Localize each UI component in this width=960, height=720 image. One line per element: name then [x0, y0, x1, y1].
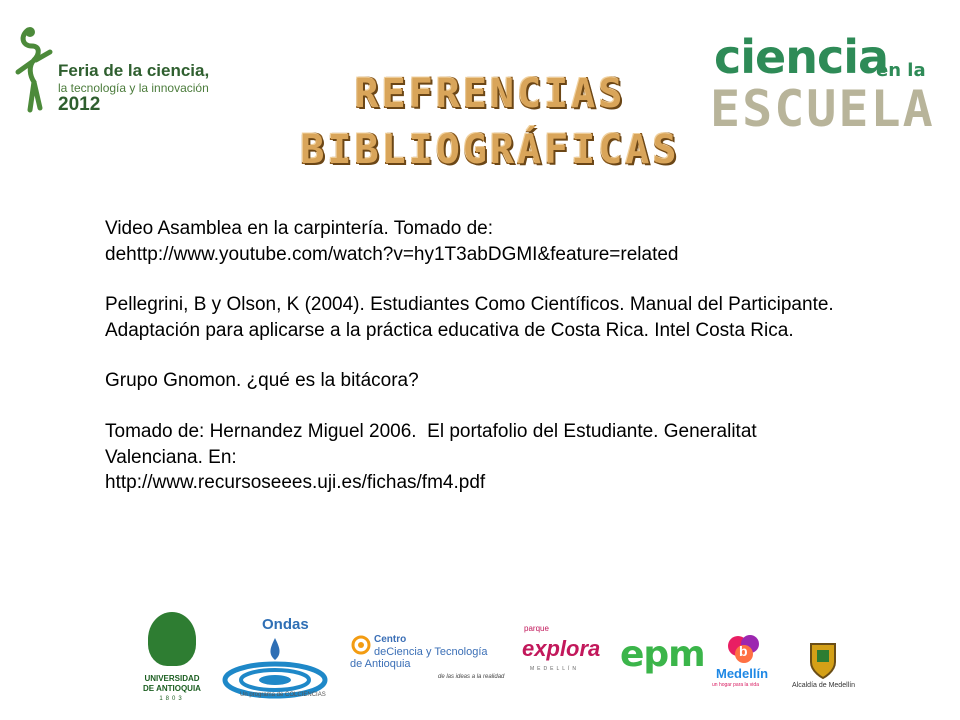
- svg-text:b: b: [739, 643, 748, 659]
- explora-parque: parque: [524, 624, 549, 633]
- fair-logo-line1: Feria de la ciencia,: [58, 61, 210, 80]
- fair-logo-line2: la tecnología y la innovación: [58, 81, 209, 95]
- explora-word: explora: [522, 636, 601, 661]
- udea-name: UNIVERSIDAD DE ANTIOQUIA: [143, 674, 201, 693]
- udea-year: 1803: [159, 696, 185, 702]
- explora-city: MEDELLÍN: [530, 666, 580, 672]
- cct-line3: de Antioquia: [350, 658, 411, 670]
- reference-item: Video Asamblea en la carpintería. Tomado de: dehttp://www.youtube.com/watch?v=hy1T3abDGMI&feature=related: [105, 218, 679, 265]
- medellin-tagline: un hogar para la vida: [712, 682, 759, 688]
- cct-line2: deCiencia y Tecnología: [374, 646, 488, 658]
- reference-item: Grupo Gnomon. ¿qué es la bitácora?: [105, 370, 419, 392]
- ciencia-en-la-escuela-logo: [708, 28, 933, 138]
- ondas-logo: [220, 610, 330, 704]
- fair-logo-year: 2012: [58, 94, 101, 115]
- sponsor-logos: [120, 604, 860, 704]
- water-drop-icon: [220, 634, 330, 714]
- medellin-logo: [712, 632, 782, 702]
- coat-of-arms-icon: [808, 640, 838, 680]
- logo-word-ciencia: ciencia: [714, 30, 889, 84]
- parque-explora-logo: [520, 624, 610, 684]
- fair-logo: [10, 22, 270, 122]
- title-line-1: REFRENCIAS: [354, 71, 626, 117]
- reference-item: Tomado de: Hernandez Miguel 2006. El portafolio del Estudiante. Generalitat Valenciana. En: http://www.recursoseees.uji.es/fichas/fm4.pdf: [105, 420, 757, 494]
- title-line-2: BIBLIOGRÁFICAS: [300, 127, 680, 173]
- centro-ciencia-tecnologia-logo: [348, 630, 508, 686]
- universidad-de-antioquia-logo: [128, 612, 216, 702]
- medellin-b-icon: [726, 632, 762, 666]
- reference-item: Pellegrini, B y Olson, K (2004). Estudiantes Como Científicos. Manual del Participante. Adaptación para aplicarse a la práctica educativa de Costa Rica. Intel Costa Rica.: [105, 294, 838, 341]
- alcaldia-label: Alcaldía de Medellín: [792, 682, 856, 689]
- seal-icon: [148, 612, 196, 666]
- medellin-word: Medellín: [716, 666, 769, 681]
- references-list: [105, 216, 855, 496]
- alcaldia-de-medellin-logo: [792, 640, 858, 700]
- epm-logo: [620, 634, 705, 675]
- epm-word: epm: [620, 634, 705, 675]
- logo-word-escuela: ESCUELA: [710, 80, 935, 138]
- sun-icon: [348, 630, 374, 660]
- logo-word-en-la: en la: [876, 60, 926, 81]
- figure-icon: [10, 22, 60, 122]
- page-title: [250, 66, 730, 178]
- ondas-word: Ondas: [262, 616, 309, 633]
- cct-tagline: de las ideas a la realidad: [438, 674, 505, 680]
- cct-line1: Centro: [374, 634, 407, 645]
- ondas-subtitle: Un programa de COLCIENCIAS: [240, 692, 326, 698]
